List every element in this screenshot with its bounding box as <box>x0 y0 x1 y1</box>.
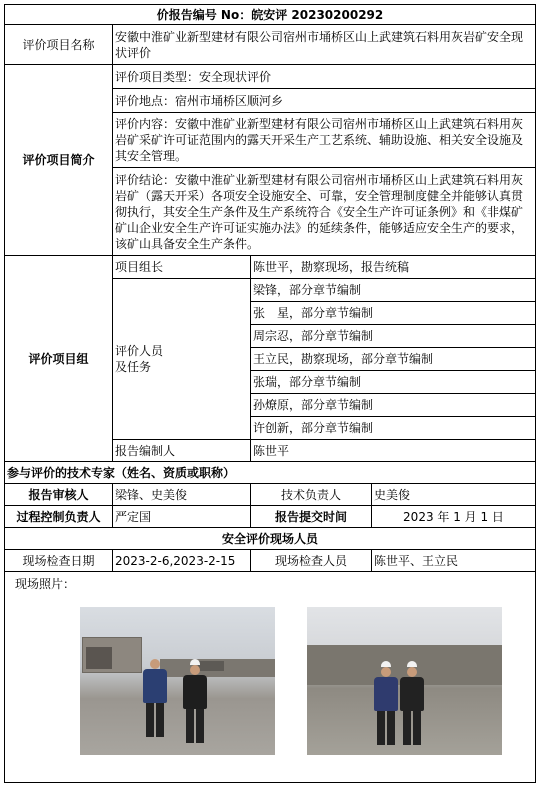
member-entry: 周宗忍，部分章节编制 <box>251 325 536 348</box>
member-entry: 梁锋，部分章节编制 <box>251 279 536 302</box>
member-entry: 许创新，部分章节编制 <box>251 417 536 440</box>
person-figure <box>399 661 425 745</box>
project-conclusion: 评价结论：安徽中淮矿业新型建材有限公司宿州市埇桥区山上武建筑石料用灰岩矿（露天开采）各项安全设施安全、可靠，安全管理制度健全并能够认真贯彻执行，其安全生产条件及生产系统符合《安全生产许可证条例》和《非煤矿矿山企业安全生产许可证实施办法》的延续条件，能够适应安全生产的要求，该矿山具备安全生产条件。 <box>113 168 536 256</box>
auditor-value: 梁锋、史美俊 <box>113 484 251 506</box>
leader-label: 项目组长 <box>113 256 251 279</box>
person-figure <box>182 659 208 743</box>
project-type: 评价项目类型：安全现状评价 <box>113 65 536 89</box>
member-entry: 孙燎原，部分章节编制 <box>251 394 536 417</box>
member-entry: 张 星，部分章节编制 <box>251 302 536 325</box>
inspection-staff-value: 陈世平、王立民 <box>372 550 536 572</box>
project-name-value: 安徽中淮矿业新型建材有限公司宿州市埇桥区山上武建筑石料用灰岩矿安全现状评价 <box>113 25 536 65</box>
leader-value: 陈世平，勘察现场，报告统稿 <box>251 256 536 279</box>
inspection-date-value: 2023-2-6,2023-2-15 <box>113 550 251 572</box>
experts-label: 参与评价的技术专家（姓名、资质或职称） <box>5 462 536 484</box>
member-entry: 王立民，勘察现场，部分章节编制 <box>251 348 536 371</box>
site-section-title: 安全评价现场人员 <box>5 528 536 550</box>
compiler-value: 陈世平 <box>251 440 536 462</box>
process-control-label: 过程控制负责人 <box>5 506 113 528</box>
members-label: 评价人员 及任务 <box>113 279 251 440</box>
project-intro-label: 评价项目简介 <box>5 65 113 256</box>
photos-cell <box>5 572 536 783</box>
member-entry: 张瑞，部分章节编制 <box>251 371 536 394</box>
compiler-label: 报告编制人 <box>113 440 251 462</box>
site-photo-2 <box>307 607 502 755</box>
report-table <box>4 4 536 783</box>
project-content: 评价内容：安徽中淮矿业新型建材有限公司宿州市埇桥区山上武建筑石料用灰岩矿采矿许可证范围内的露天开采生产工艺系统、辅助设施、相关安全设施及其安全管理。 <box>113 113 536 168</box>
submit-time-value: 2023 年 1 月 1 日 <box>372 506 536 528</box>
person-figure <box>142 659 168 737</box>
submit-time-label: 报告提交时间 <box>251 506 372 528</box>
auditor-label: 报告审核人 <box>5 484 113 506</box>
inspection-staff-label: 现场检查人员 <box>251 550 372 572</box>
tech-lead-value: 史美俊 <box>372 484 536 506</box>
tech-lead-label: 技术负责人 <box>251 484 372 506</box>
photos-label: 现场照片： <box>15 577 76 591</box>
person-figure <box>373 661 399 745</box>
report-number: 价报告编号 No：皖安评 20230200292 <box>5 5 536 25</box>
inspection-date-label: 现场检查日期 <box>5 550 113 572</box>
report-page <box>4 4 535 783</box>
team-label: 评价项目组 <box>5 256 113 462</box>
process-control-value: 严定国 <box>113 506 251 528</box>
project-name-label: 评价项目名称 <box>5 25 113 65</box>
site-photo-1 <box>80 607 275 755</box>
project-location: 评价地点：宿州市埇桥区顺河乡 <box>113 89 536 113</box>
